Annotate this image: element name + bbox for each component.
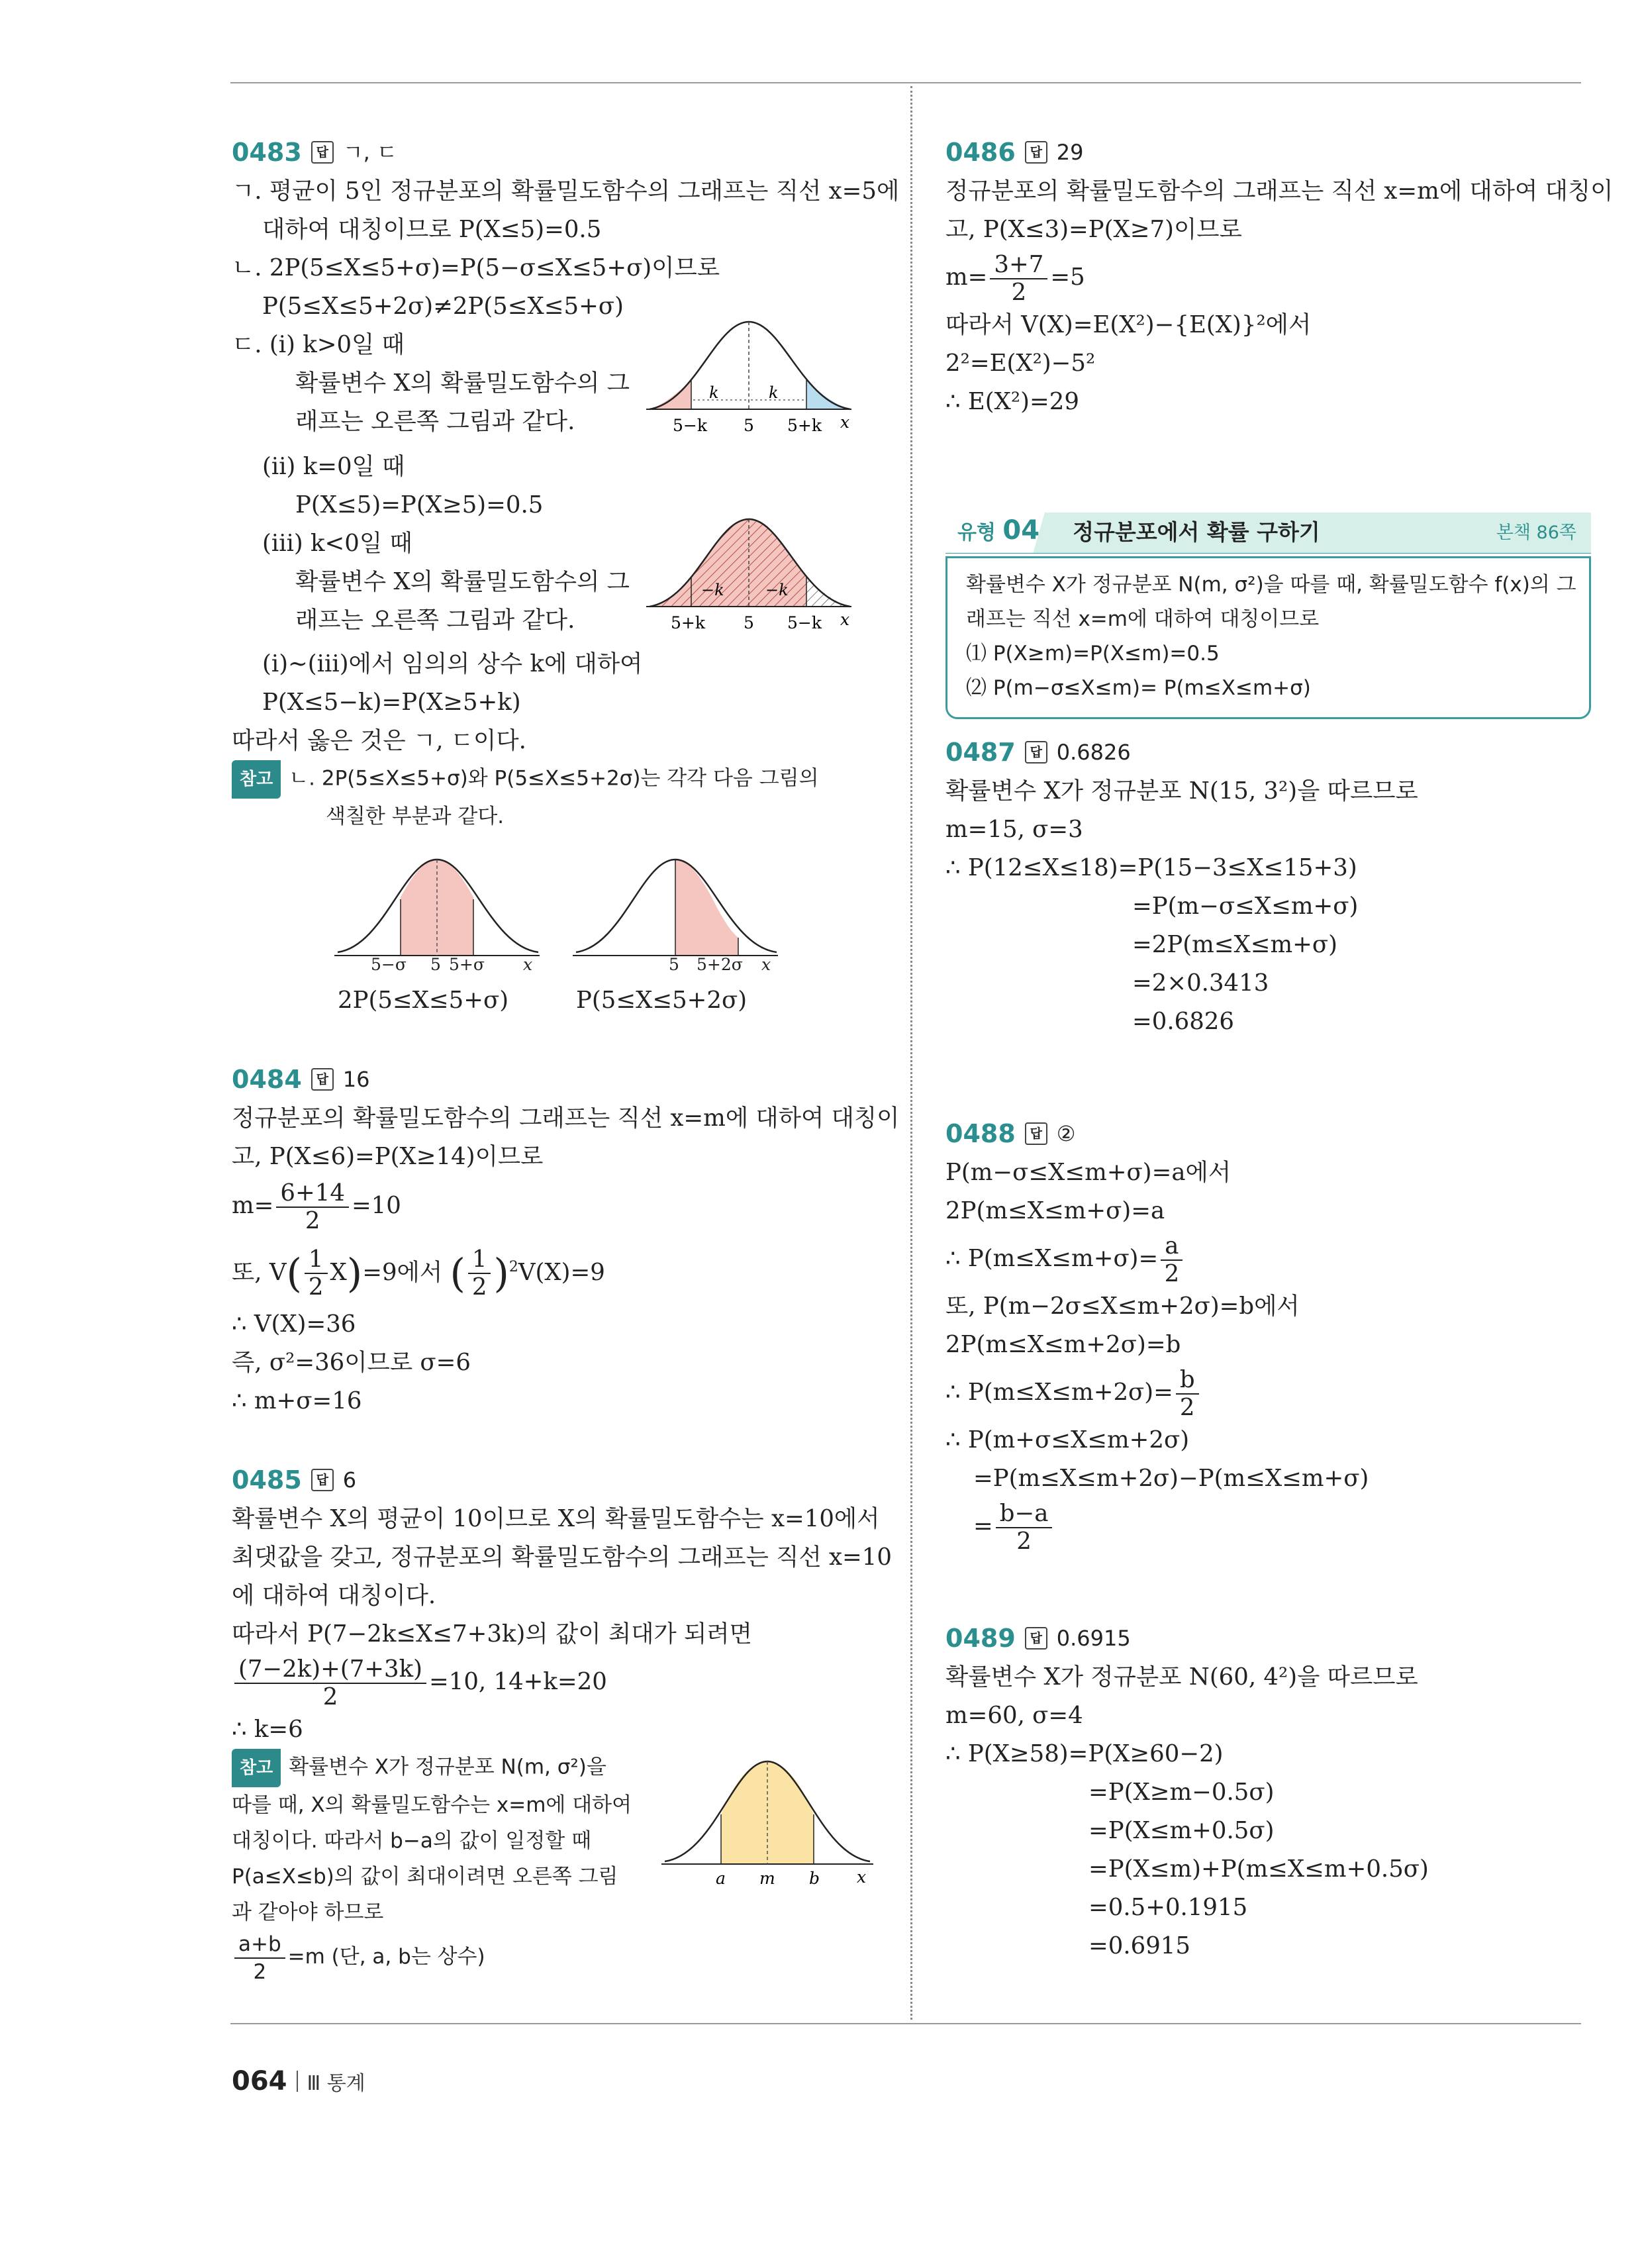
shaded-area <box>675 860 738 956</box>
problem-number: 0485 <box>232 1465 302 1495</box>
note-line: 대칭이다. 따라서 b−a의 값이 일정할 때 <box>232 1829 592 1853</box>
axis-label: x <box>761 955 771 974</box>
type-line: ⑴ P(X≥m)=P(X≤m)=0.5 <box>966 642 1220 666</box>
fraction <box>1176 1367 1199 1421</box>
equation-line: 또, V( $\frac{1}{2}$ X)=9에서 ( $\frac{1}{2}$ )$^2$V(X)=9 <box>232 1246 605 1301</box>
page-footer <box>232 2066 365 2096</box>
type-04-header <box>945 507 1591 554</box>
footer-separator <box>297 2071 298 2092</box>
text-line: =2P(m≤X≤m+σ) <box>1132 931 1337 958</box>
normal-curve-figure-k-positive <box>643 315 855 448</box>
eq-rhs: =m (단, a, b는 상수) <box>287 1945 485 1969</box>
note-tag: 참고 <box>232 1749 281 1787</box>
eq-part: X <box>330 1258 347 1286</box>
numerator: 1 <box>468 1246 491 1274</box>
text-line: 대하여 대칭이므로 P(X≤5)=0.5 <box>262 216 602 243</box>
text-line: 즉, σ²=36이므로 σ=6 <box>232 1349 471 1377</box>
answer-value: 29 <box>1056 140 1084 165</box>
answer-icon: 답 <box>311 1469 334 1491</box>
denominator: 2 <box>1011 278 1027 306</box>
text-line: ∴ k=6 <box>232 1716 303 1744</box>
numerator: 3+7 <box>990 252 1047 279</box>
eq-rhs: =10, 14+k=20 <box>429 1668 607 1696</box>
text-line: =0.6915 <box>1088 1932 1190 1959</box>
tick-label: 5−σ <box>371 955 407 974</box>
tick-label: 5−k <box>787 613 822 632</box>
fraction <box>468 1246 491 1301</box>
numerator: a <box>1161 1233 1183 1261</box>
type-reference: 본책 86쪽 <box>1496 522 1576 543</box>
text-line: 확률변수 X가 정규분포 N(15, 3²)을 따르므로 <box>945 777 1418 805</box>
column-divider <box>910 86 912 2020</box>
axis-label: x <box>857 1867 867 1887</box>
text-line: P(X≤5−k)=P(X≥5+k) <box>262 689 521 716</box>
text-line: 정규분포의 확률밀도함수의 그래프는 직선 x=m에 대하여 대칭이 <box>945 177 1614 205</box>
text-line: =2×0.3413 <box>1132 969 1269 997</box>
text-line: =P(X≤m+0.5σ) <box>1088 1817 1275 1844</box>
eq-part: ∴ P(m≤X≤m+σ)= <box>945 1245 1159 1272</box>
type-number: 04 <box>1002 515 1040 546</box>
denominator: 2 <box>471 1273 487 1301</box>
right-tail-hatch <box>806 577 850 607</box>
text-line: =0.6826 <box>1132 1008 1234 1035</box>
numerator: a+b <box>234 1931 285 1959</box>
denominator: 2 <box>1179 1393 1195 1421</box>
tick-label: 5+2σ <box>697 955 743 974</box>
note-line: P(a≤X≤b)의 값이 최대이려면 오른쪽 그림 <box>232 1865 618 1889</box>
tick-label: 5 <box>743 613 754 632</box>
note-tag: 참고 <box>232 760 281 799</box>
normal-curve-figure-sigma <box>331 846 543 972</box>
fraction <box>990 252 1047 306</box>
tick-label: 5+σ <box>449 955 485 974</box>
normal-curve-figure-2sigma <box>569 846 781 972</box>
equation-line <box>232 1653 887 1710</box>
answer-value: 0.6826 <box>1056 740 1131 765</box>
problem-header-0489 <box>945 1618 1591 1658</box>
axis-label: x <box>840 413 850 432</box>
text-line: 확률변수 X의 확률밀도함수의 그 <box>295 568 630 595</box>
top-rule <box>230 82 1581 83</box>
text-line: 최댓값을 갖고, 정규분포의 확률밀도함수의 그래프는 직선 x=10 <box>232 1544 892 1571</box>
text-line: 또, P(m−2σ≤X≤m+2σ)=b에서 <box>945 1293 1300 1320</box>
problem-header-0487 <box>945 732 1591 772</box>
fraction <box>234 1931 285 1985</box>
numerator: 6+14 <box>276 1180 349 1208</box>
left-column <box>232 132 900 1985</box>
problem-number: 0486 <box>945 138 1016 167</box>
problem-number: 0488 <box>945 1119 1016 1148</box>
tick-label: 5+k <box>670 613 705 632</box>
text-line: ∴ E(X²)=29 <box>945 388 1079 415</box>
answer-value: ② <box>1056 1121 1076 1146</box>
exponent: 2 <box>508 1259 518 1275</box>
text-line: ∴ m+σ=16 <box>232 1387 362 1415</box>
tick-row <box>331 955 543 981</box>
text-line: 확률변수 X의 확률밀도함수의 그 <box>295 370 630 397</box>
eq-lhs: m= <box>232 1192 274 1219</box>
shaded-area <box>721 1761 814 1864</box>
text-line: ㄱ. 평균이 5인 정규분포의 확률밀도함수의 그래프는 직선 x=5에 <box>232 177 900 205</box>
denominator: 2 <box>305 1207 320 1234</box>
fraction <box>305 1246 328 1301</box>
type-label-prefix: 유형 <box>957 521 996 544</box>
answer-icon: 답 <box>1025 1122 1047 1145</box>
tick-row <box>569 955 781 981</box>
k-label: −k <box>700 581 724 599</box>
type-title: 정규분포에서 확률 구하기 <box>1073 518 1320 545</box>
axis-label: x <box>523 955 533 974</box>
eq-part: ∴ P(m≤X≤m+2σ)= <box>945 1379 1173 1406</box>
answer-value: 16 <box>342 1067 370 1092</box>
tick-label: 5 <box>430 955 441 974</box>
type-04-body <box>945 556 1591 719</box>
eq-part: =9에서 <box>362 1258 443 1286</box>
text-line: ∴ V(X)=36 <box>232 1310 356 1338</box>
fraction <box>276 1180 349 1234</box>
text-line: (ⅰ)~(ⅲ)에서 임의의 상수 k에 대하여 <box>262 650 643 677</box>
k-label: −k <box>765 581 789 599</box>
type-line: ⑵ P(m−σ≤X≤m)= P(m≤X≤m+σ) <box>966 676 1311 700</box>
k-label: k <box>708 383 719 402</box>
denominator: 2 <box>308 1273 324 1301</box>
eq-part: = <box>973 1512 993 1540</box>
figure-2sigma <box>569 846 781 1020</box>
text-line: (ⅱ) k=0일 때 <box>262 453 405 480</box>
answer-icon: 답 <box>1025 741 1047 764</box>
answer-value: 0.6915 <box>1056 1626 1131 1651</box>
case-k-negative <box>232 524 887 645</box>
text-line: 고, P(X≤3)=P(X≥7)이므로 <box>945 216 1242 243</box>
fraction <box>996 1501 1053 1555</box>
fraction <box>234 1656 426 1710</box>
problem-header-0485 <box>232 1460 887 1500</box>
text-line: m=60, σ=4 <box>945 1702 1083 1729</box>
eq-rhs: =10 <box>351 1192 401 1219</box>
answer-value: ㄱ, ㄷ <box>342 140 397 165</box>
text-line: ㄴ. 2P(5≤X≤5+σ)=P(5−σ≤X≤5+σ)이므로 <box>232 254 720 281</box>
equation-line <box>232 1176 887 1236</box>
eq-part: V(X)=9 <box>518 1258 605 1286</box>
tick-label: 5 <box>669 955 679 974</box>
equation-line <box>945 1364 1591 1421</box>
text-line: (ⅲ) k<0일 때 <box>262 530 412 557</box>
text-line: 정규분포의 확률밀도함수의 그래프는 직선 x=m에 대하여 대칭이 <box>232 1105 900 1132</box>
normal-curve-figure-ab <box>658 1751 877 1891</box>
type-label <box>957 515 1039 546</box>
note-line <box>232 760 887 799</box>
text-line: 래프는 오른쪽 그림과 같다. <box>295 408 575 435</box>
text-line: P(X≤5)=P(X≥5)=0.5 <box>295 491 544 518</box>
note-text: ㄴ. 2P(5≤X≤5+σ)와 P(5≤X≤5+2σ)는 각각 다음 그림의 <box>289 766 819 791</box>
type-04-box <box>945 507 1591 719</box>
tick-label: 5 <box>743 416 754 435</box>
numerator: b−a <box>996 1501 1053 1528</box>
left-tail-shade <box>650 380 691 409</box>
text-line: 따라서 V(X)=E(X²)−{E(X)}²에서 <box>945 311 1312 338</box>
eq-part: 또, V <box>232 1258 287 1286</box>
text-line: 2P(m≤X≤m+2σ)=b <box>945 1331 1181 1358</box>
text-line: 2²=E(X²)−5² <box>945 350 1096 377</box>
tick-label: 5+k <box>787 416 822 435</box>
text-line: =0.5+0.1915 <box>1088 1894 1248 1921</box>
problem-number: 0489 <box>945 1624 1016 1653</box>
text-line: 에 대하여 대칭이다. <box>232 1582 436 1610</box>
text-line: ∴ P(X≥58)=P(X≥60−2) <box>945 1740 1224 1767</box>
normal-curve-figure-k-negative <box>643 513 855 645</box>
figure-caption: P(5≤X≤5+2σ) <box>576 987 748 1014</box>
denominator: 2 <box>322 1683 338 1710</box>
equation-line <box>945 249 1591 306</box>
type-line: 확률변수 X가 정규분포 N(m, σ²)을 따를 때, 확률밀도함수 f(x)의 그 <box>966 573 1576 597</box>
tick-label: a <box>716 1869 726 1889</box>
text-line: 고, P(X≤6)=P(X≥14)이므로 <box>232 1143 544 1170</box>
k-label: k <box>768 383 779 402</box>
text-line: =P(m−σ≤X≤m+σ) <box>1132 893 1359 920</box>
fraction <box>1161 1233 1183 1287</box>
note-0485 <box>232 1749 887 1985</box>
note-line: 과 같아야 하므로 <box>232 1900 384 1925</box>
equation-line <box>945 1230 1591 1287</box>
numerator: b <box>1176 1367 1199 1395</box>
problem-number: 0487 <box>945 738 1016 767</box>
note-line: 따를 때, X의 확률밀도함수는 x=m에 대하여 <box>232 1793 632 1818</box>
case-k-positive <box>232 326 887 448</box>
right-tail-shade <box>806 380 850 409</box>
denominator: 2 <box>1164 1259 1180 1287</box>
text-line: 따라서 옳은 것은 ㄱ, ㄷ이다. <box>232 727 526 754</box>
answer-icon: 답 <box>311 141 334 164</box>
answer-icon: 답 <box>1025 1627 1047 1650</box>
text-line: P(5≤X≤5+2σ)≠2P(5≤X≤5+σ) <box>262 293 624 320</box>
answer-value: 6 <box>342 1467 357 1493</box>
eq-lhs: m= <box>945 264 988 291</box>
text-line: 2P(m≤X≤m+σ)=a <box>945 1197 1165 1224</box>
text-line: 확률변수 X가 정규분포 N(60, 4²)을 따르므로 <box>945 1663 1418 1691</box>
eq-rhs: =5 <box>1050 264 1085 291</box>
text-line: =P(m≤X≤m+2σ)−P(m≤X≤m+σ) <box>973 1465 1369 1492</box>
bottom-rule <box>230 2023 1581 2024</box>
note-text: 확률변수 X가 정규분포 N(m, σ²)을 <box>289 1755 606 1779</box>
problem-number: 0483 <box>232 138 302 167</box>
type-line: 래프는 직선 x=m에 대하여 대칭이므로 <box>966 607 1320 631</box>
note-line <box>232 1749 632 1787</box>
note-equation <box>232 1930 632 1985</box>
chapter-label: Ⅲ 통계 <box>307 2072 365 2095</box>
figure-sigma <box>331 846 543 1020</box>
problem-number: 0484 <box>232 1065 302 1094</box>
text-line: m=15, σ=3 <box>945 816 1083 843</box>
denominator: 2 <box>253 1959 267 1984</box>
page-number: 064 <box>232 2066 287 2096</box>
note-figures <box>232 846 887 1020</box>
tick-label: m <box>759 1869 775 1889</box>
denominator: 2 <box>1016 1527 1032 1555</box>
text-line: ∴ P(12≤X≤18)=P(15−3≤X≤15+3) <box>945 854 1357 881</box>
text-line: ∴ P(m+σ≤X≤m+2σ) <box>945 1426 1190 1454</box>
text-line: =P(X≤m)+P(m≤X≤m+0.5σ) <box>1088 1855 1429 1883</box>
answer-icon: 답 <box>311 1068 334 1091</box>
equation-line <box>945 1498 1591 1555</box>
note-line: 색칠한 부분과 같다. <box>326 805 505 828</box>
tick-label: b <box>809 1869 820 1889</box>
text-line: P(m−σ≤X≤m+σ)=a에서 <box>945 1159 1232 1186</box>
numerator: 1 <box>305 1246 328 1274</box>
answer-icon: 답 <box>1025 141 1047 164</box>
text-line: ㄷ. (ⅰ) k>0일 때 <box>232 331 405 358</box>
problem-header-0486 <box>945 132 1591 172</box>
figure-caption: 2P(5≤X≤5+σ) <box>338 987 509 1014</box>
problem-header-0484 <box>232 1060 887 1099</box>
right-column <box>945 132 1614 1965</box>
problem-header-0483 <box>232 132 887 172</box>
numerator: (7−2k)+(7+3k) <box>234 1656 426 1684</box>
problem-header-0488 <box>945 1114 1591 1154</box>
text-line: 래프는 오른쪽 그림과 같다. <box>295 607 575 634</box>
text-line: 확률변수 X의 평균이 10이므로 X의 확률밀도함수는 x=10에서 <box>232 1505 880 1533</box>
tick-label: 5−k <box>672 416 707 435</box>
axis-label: x <box>840 610 850 629</box>
text-line: 따라서 P(7−2k≤X≤7+3k)의 값이 최대가 되려면 <box>232 1620 752 1648</box>
text-line: =P(X≥m−0.5σ) <box>1088 1779 1275 1806</box>
